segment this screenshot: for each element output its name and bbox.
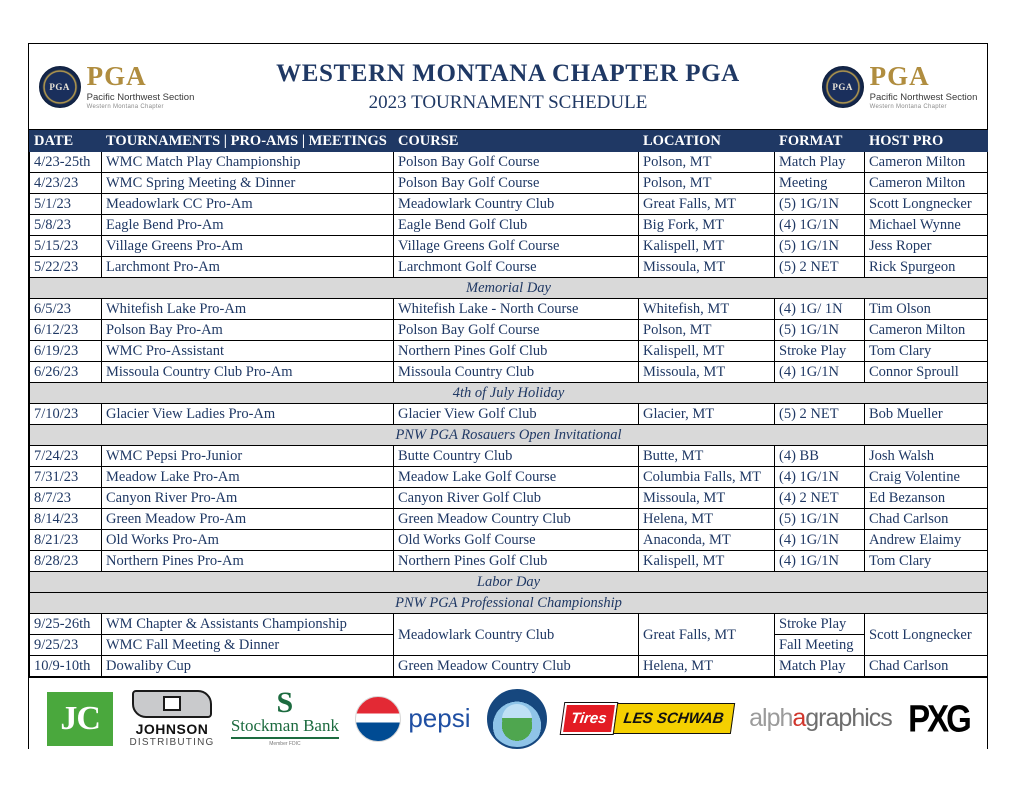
separator-label: Labor Day (30, 572, 988, 593)
alphagraphics-part3: graphics (805, 704, 892, 732)
cell-location: Missoula, MT (639, 257, 775, 278)
title-band (29, 44, 987, 130)
cell-hostpro: Andrew Elaimy (865, 530, 988, 551)
pga-section-label: Pacific Northwest Section (86, 91, 195, 103)
column-header-tournaments: TOURNAMENTS | PRO-AMS | MEETINGS (102, 131, 394, 152)
cell-date: 6/5/23 (30, 299, 102, 320)
cell-course: Eagle Bend Golf Club (394, 215, 639, 236)
cell-format: (5) 1G/1N (775, 236, 865, 257)
cell-event: WMC Pro-Assistant (102, 341, 394, 362)
separator-label: 4th of July Holiday (30, 383, 988, 404)
sponsor-strip (29, 677, 987, 759)
table-row (30, 341, 988, 362)
cell-course: Green Meadow Country Club (394, 509, 639, 530)
cell-course: Village Greens Golf Course (394, 236, 639, 257)
cell-location: Polson, MT (639, 173, 775, 194)
alphagraphics-part1: alph (749, 704, 793, 732)
page-subtitle: 2023 TOURNAMENT SCHEDULE (368, 91, 648, 113)
johnson-name: JOHNSON (135, 720, 209, 737)
pxg-logo (908, 696, 969, 740)
separator-row (30, 425, 988, 446)
cell-location: Glacier, MT (639, 404, 775, 425)
stockman-bank-logo (230, 686, 339, 747)
cell-date: 4/23-25th (30, 152, 102, 173)
cell-format: Match Play (775, 656, 865, 677)
cell-date: 7/24/23 (30, 446, 102, 467)
table-row (30, 656, 988, 677)
cell-date: 4/23/23 (30, 173, 102, 194)
johnson-subtitle: DISTRIBUTING (129, 736, 215, 748)
cell-hostpro: Tim Olson (865, 299, 988, 320)
cell-event: Whitefish Lake Pro-Am (102, 299, 394, 320)
cell-event: Dowaliby Cup (102, 656, 394, 677)
cell-course: Meadowlark Country Club (394, 194, 639, 215)
cell-event: Eagle Bend Pro-Am (102, 215, 394, 236)
cell-course: Meadowlark Country Club (394, 614, 639, 656)
pga-seal-icon (822, 66, 864, 108)
cell-event: Green Meadow Pro-Am (102, 509, 394, 530)
cell-course: Meadow Lake Golf Course (394, 467, 639, 488)
table-row (30, 467, 988, 488)
cell-event: Meadowlark CC Pro-Am (102, 194, 394, 215)
cell-location: Polson, MT (639, 320, 775, 341)
cell-course: Missoula Country Club (394, 362, 639, 383)
cell-event: Missoula Country Club Pro-Am (102, 362, 394, 383)
pga-wordmark: PGA (86, 60, 147, 91)
cell-date: 10/9-10th (30, 656, 102, 677)
pga-chapter-label: Western Montana Chapter (869, 104, 947, 111)
separator-label: PNW PGA Professional Championship (30, 593, 988, 614)
les-schwab-tires-badge: Tires (561, 703, 617, 734)
cell-event: Meadow Lake Pro-Am (102, 467, 394, 488)
table-row (30, 530, 988, 551)
pga-wordmark: PGA (869, 60, 930, 91)
les-schwab-logo (563, 703, 733, 734)
cell-format: (5) 1G/1N (775, 194, 865, 215)
cell-date: 9/25/23 (30, 635, 102, 656)
cell-hostpro: Rick Spurgeon (865, 257, 988, 278)
table-row (30, 446, 988, 467)
pga-seal-icon (39, 66, 81, 108)
cell-format: (4) 1G/ 1N (775, 299, 865, 320)
cell-event: WM Chapter & Assistants Championship (102, 614, 394, 635)
cell-hostpro: Scott Longnecker (865, 194, 988, 215)
jc-logo-text: JC (60, 699, 100, 737)
cell-hostpro: Chad Carlson (865, 656, 988, 677)
cell-format: (5) 1G/1N (775, 509, 865, 530)
cell-location: Great Falls, MT (639, 614, 775, 656)
table-row (30, 299, 988, 320)
cell-hostpro: Scott Longnecker (865, 614, 988, 656)
cell-date: 5/1/23 (30, 194, 102, 215)
montana-state-golf-association-logo (487, 689, 547, 749)
cell-date: 5/15/23 (30, 236, 102, 257)
column-header-course: COURSE (394, 131, 639, 152)
pepsi-globe-icon (355, 696, 401, 742)
cell-format: (4) 1G/1N (775, 467, 865, 488)
cell-date: 7/31/23 (30, 467, 102, 488)
cell-hostpro: Jess Roper (865, 236, 988, 257)
cell-location: Helena, MT (639, 656, 775, 677)
cell-format: Meeting (775, 173, 865, 194)
table-row (30, 257, 988, 278)
pga-logo-left (29, 60, 204, 111)
table-row (30, 404, 988, 425)
cell-location: Kalispell, MT (639, 551, 775, 572)
separator-label: Memorial Day (30, 278, 988, 299)
column-header-location: LOCATION (639, 131, 775, 152)
cell-location: Missoula, MT (639, 362, 775, 383)
msga-seal-icon (487, 689, 547, 749)
cell-event: Old Works Pro-Am (102, 530, 394, 551)
pepsi-wordmark: pepsi (408, 703, 471, 733)
page-title-block (204, 60, 812, 114)
cell-date: 8/14/23 (30, 509, 102, 530)
cell-format: (5) 2 NET (775, 404, 865, 425)
cell-course: Polson Bay Golf Course (394, 320, 639, 341)
stockman-tagline: Member FDIC (269, 741, 301, 747)
pepsi-logo (355, 696, 470, 742)
table-row (30, 173, 988, 194)
cell-hostpro: Chad Carlson (865, 509, 988, 530)
cell-hostpro: Cameron Milton (865, 320, 988, 341)
pga-seal-label: PGA (49, 81, 70, 92)
cell-course: Butte Country Club (394, 446, 639, 467)
cell-format: Match Play (775, 152, 865, 173)
cell-hostpro: Ed Bezanson (865, 488, 988, 509)
cell-format: (5) 2 NET (775, 257, 865, 278)
separator-row (30, 278, 988, 299)
johnson-mark-icon (132, 690, 212, 718)
cell-location: Great Falls, MT (639, 194, 775, 215)
cell-hostpro: Tom Clary (865, 341, 988, 362)
cell-event: WMC Spring Meeting & Dinner (102, 173, 394, 194)
cell-hostpro: Tom Clary (865, 551, 988, 572)
cell-course: Larchmont Golf Course (394, 257, 639, 278)
page-title: WESTERN MONTANA CHAPTER PGA (276, 59, 740, 87)
table-row (30, 551, 988, 572)
pga-seal-label: PGA (832, 81, 853, 92)
cell-date: 8/7/23 (30, 488, 102, 509)
cell-location: Kalispell, MT (639, 341, 775, 362)
cell-format: (4) 2 NET (775, 488, 865, 509)
separator-label: PNW PGA Rosauers Open Invitational (30, 425, 988, 446)
cell-course: Glacier View Golf Club (394, 404, 639, 425)
cell-course: Northern Pines Golf Club (394, 341, 639, 362)
column-header-date: DATE (30, 131, 102, 152)
cell-course: Green Meadow Country Club (394, 656, 639, 677)
schedule-table-wrap (29, 130, 987, 677)
cell-course: Northern Pines Golf Club (394, 551, 639, 572)
cell-event: Northern Pines Pro-Am (102, 551, 394, 572)
table-row (30, 236, 988, 257)
johnson-distributing-logo (130, 690, 215, 748)
cell-format: Stroke Play (775, 341, 865, 362)
cell-hostpro: Josh Walsh (865, 446, 988, 467)
cell-hostpro: Cameron Milton (865, 152, 988, 173)
cell-location: Columbia Falls, MT (639, 467, 775, 488)
cell-format: (4) 1G/1N (775, 362, 865, 383)
table-row (30, 215, 988, 236)
cell-location: Missoula, MT (639, 488, 775, 509)
pxg-wordmark: PXG (908, 696, 969, 740)
alphagraphics-part2: a (792, 704, 806, 732)
schedule-table (29, 130, 988, 677)
cell-date: 6/26/23 (30, 362, 102, 383)
table-row (30, 152, 988, 173)
cell-date: 5/22/23 (30, 257, 102, 278)
cell-event: Glacier View Ladies Pro-Am (102, 404, 394, 425)
cell-location: Anaconda, MT (639, 530, 775, 551)
table-header-row (30, 131, 988, 152)
cell-course: Whitefish Lake - North Course (394, 299, 639, 320)
cell-date: 8/28/23 (30, 551, 102, 572)
cell-event: Village Greens Pro-Am (102, 236, 394, 257)
pga-chapter-label: Western Montana Chapter (86, 104, 164, 111)
column-header-format: FORMAT (775, 131, 865, 152)
cell-event: WMC Match Play Championship (102, 152, 394, 173)
separator-row (30, 593, 988, 614)
table-row (30, 614, 988, 635)
les-schwab-name: LES SCHWAB (613, 703, 735, 734)
schedule-table-body (30, 152, 988, 677)
cell-event: Polson Bay Pro-Am (102, 320, 394, 341)
cell-location: Helena, MT (639, 509, 775, 530)
cell-date: 7/10/23 (30, 404, 102, 425)
cell-format: Stroke Play (775, 614, 865, 635)
cell-format: (4) 1G/1N (775, 530, 865, 551)
cell-event: WMC Pepsi Pro-Junior (102, 446, 394, 467)
cell-location: Butte, MT (639, 446, 775, 467)
cell-hostpro: Cameron Milton (865, 173, 988, 194)
cell-date: 5/8/23 (30, 215, 102, 236)
cell-course: Polson Bay Golf Course (394, 152, 639, 173)
cell-course: Polson Bay Golf Course (394, 173, 639, 194)
alphagraphics-logo (749, 704, 892, 733)
stockman-name: Stockman Bank (231, 716, 339, 739)
cell-location: Kalispell, MT (639, 236, 775, 257)
jc-logo (47, 692, 113, 746)
cell-format: Fall Meeting (775, 635, 865, 656)
cell-format: (5) 1G/1N (775, 320, 865, 341)
cell-hostpro: Craig Volentine (865, 467, 988, 488)
cell-location: Big Fork, MT (639, 215, 775, 236)
table-row (30, 362, 988, 383)
cell-event: WMC Fall Meeting & Dinner (102, 635, 394, 656)
cell-event: Larchmont Pro-Am (102, 257, 394, 278)
table-row (30, 320, 988, 341)
column-header-hostpro: HOST PRO (865, 131, 988, 152)
cell-format: (4) 1G/1N (775, 551, 865, 572)
cell-location: Whitefish, MT (639, 299, 775, 320)
cell-date: 9/25-26th (30, 614, 102, 635)
cell-course: Old Works Golf Course (394, 530, 639, 551)
table-row (30, 488, 988, 509)
cell-location: Polson, MT (639, 152, 775, 173)
separator-row (30, 572, 988, 593)
cell-date: 8/21/23 (30, 530, 102, 551)
cell-hostpro: Michael Wynne (865, 215, 988, 236)
pga-logo-right (812, 60, 987, 111)
stockman-s-icon: S (276, 686, 294, 719)
cell-date: 6/12/23 (30, 320, 102, 341)
cell-hostpro: Connor Sproull (865, 362, 988, 383)
cell-event: Canyon River Pro-Am (102, 488, 394, 509)
pga-section-label: Pacific Northwest Section (869, 91, 978, 103)
separator-row (30, 383, 988, 404)
table-row (30, 194, 988, 215)
cell-format: (4) 1G/1N (775, 215, 865, 236)
cell-date: 6/19/23 (30, 341, 102, 362)
schedule-sheet (28, 43, 988, 749)
table-row (30, 509, 988, 530)
cell-format: (4) BB (775, 446, 865, 467)
cell-course: Canyon River Golf Club (394, 488, 639, 509)
cell-hostpro: Bob Mueller (865, 404, 988, 425)
